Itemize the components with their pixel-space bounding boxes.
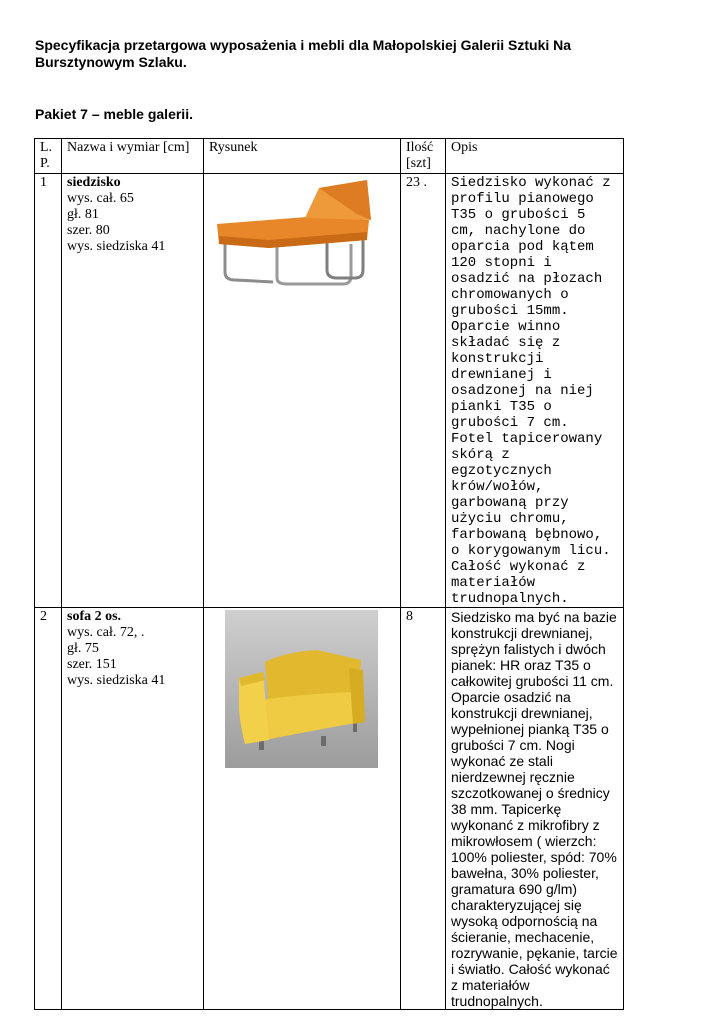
table-header-row bbox=[35, 139, 624, 174]
item-name: sofa 2 os. bbox=[67, 609, 122, 624]
item-name-cell bbox=[62, 608, 204, 1010]
item-dimension: szer. 80 bbox=[67, 223, 110, 238]
description-cell: Siedzisko wykonać z profilu pianowego T35 o grubości 5 cm, nachylone do oparcia pod kątem 120 stopni i osadzić na płozach chromowanych o grubości 15mm. Oparcie winno składać się z konstrukcji drewnianej i osadzonej na niej pianki T35 o grubości 7 cm. Fotel tapicerowany skórą z egzotycznych krów/wołów, garbowaną przy użyciu chromu, farbowaną bębnowo, o korygowanym licu. Całość wykonać z materiałów trudnopalnych. bbox=[446, 174, 624, 608]
item-dimension: gł. 75 bbox=[67, 641, 99, 656]
item-dimension: gł. 81 bbox=[67, 207, 99, 222]
header-name: Nazwa i wymiar [cm] bbox=[62, 139, 204, 174]
item-dimension: wys. siedziska 41 bbox=[67, 673, 166, 688]
header-desc: Opis bbox=[446, 139, 624, 174]
header-drawing: Rysunek bbox=[204, 139, 401, 174]
orange-bench-chair-image bbox=[207, 174, 395, 291]
item-dimension: wys. cał. 72, . bbox=[67, 625, 145, 640]
yellow-two-seat-sofa-image bbox=[225, 610, 378, 768]
row-number: 1 bbox=[35, 174, 62, 608]
specification-table bbox=[34, 138, 624, 1010]
item-name-cell bbox=[62, 174, 204, 608]
drawing-cell bbox=[204, 174, 401, 608]
table-row bbox=[35, 174, 624, 608]
quantity-cell: 23 . bbox=[401, 174, 446, 608]
item-name: siedzisko bbox=[67, 175, 121, 190]
item-dimension: wys. siedziska 41 bbox=[67, 239, 166, 254]
item-dimension: szer. 151 bbox=[67, 657, 117, 672]
header-qty: Ilość [szt] bbox=[401, 139, 446, 174]
package-title: Pakiet 7 – meble galerii. bbox=[35, 106, 193, 122]
drawing-cell bbox=[204, 608, 401, 1010]
table-row bbox=[35, 608, 624, 1010]
description-cell: Siedzisko ma być na bazie konstrukcji drewnianej, sprężyn falistych i dwóch pianek: HR oraz T35 o całkowitej grubości 11 cm. Oparcie osadzić na konstrukcji drewnianej, wypełnionej pianką T35 o grubości 7 cm. Nogi wykonać ze stali nierdzewnej ręcznie szczotkowanej o średnicy 38 mm. Tapicerkę wykonanć z mikrofibry z mikrowłosem ( wierzch: 100% poliester, spód: 70% bawełna, 30% poliester, gramatura 690 g/lm) charakteryzującej się wysoką odpornością na ścieranie, mechacenie, rozrywanie, pękanie, tarcie i światło. Całość wykonać z materiałów trudnopalnych. bbox=[446, 608, 624, 1010]
item-dimension: wys. cał. 65 bbox=[67, 191, 134, 206]
row-number: 2 bbox=[35, 608, 62, 1010]
document-title: Specyfikacja przetargowa wyposażenia i mebli dla Małopolskiej Galerii Sztuki Na Bursztynowym Szlaku. bbox=[35, 37, 572, 70]
quantity-cell: 8 bbox=[401, 608, 446, 1010]
header-lp: L. P. bbox=[35, 139, 62, 174]
